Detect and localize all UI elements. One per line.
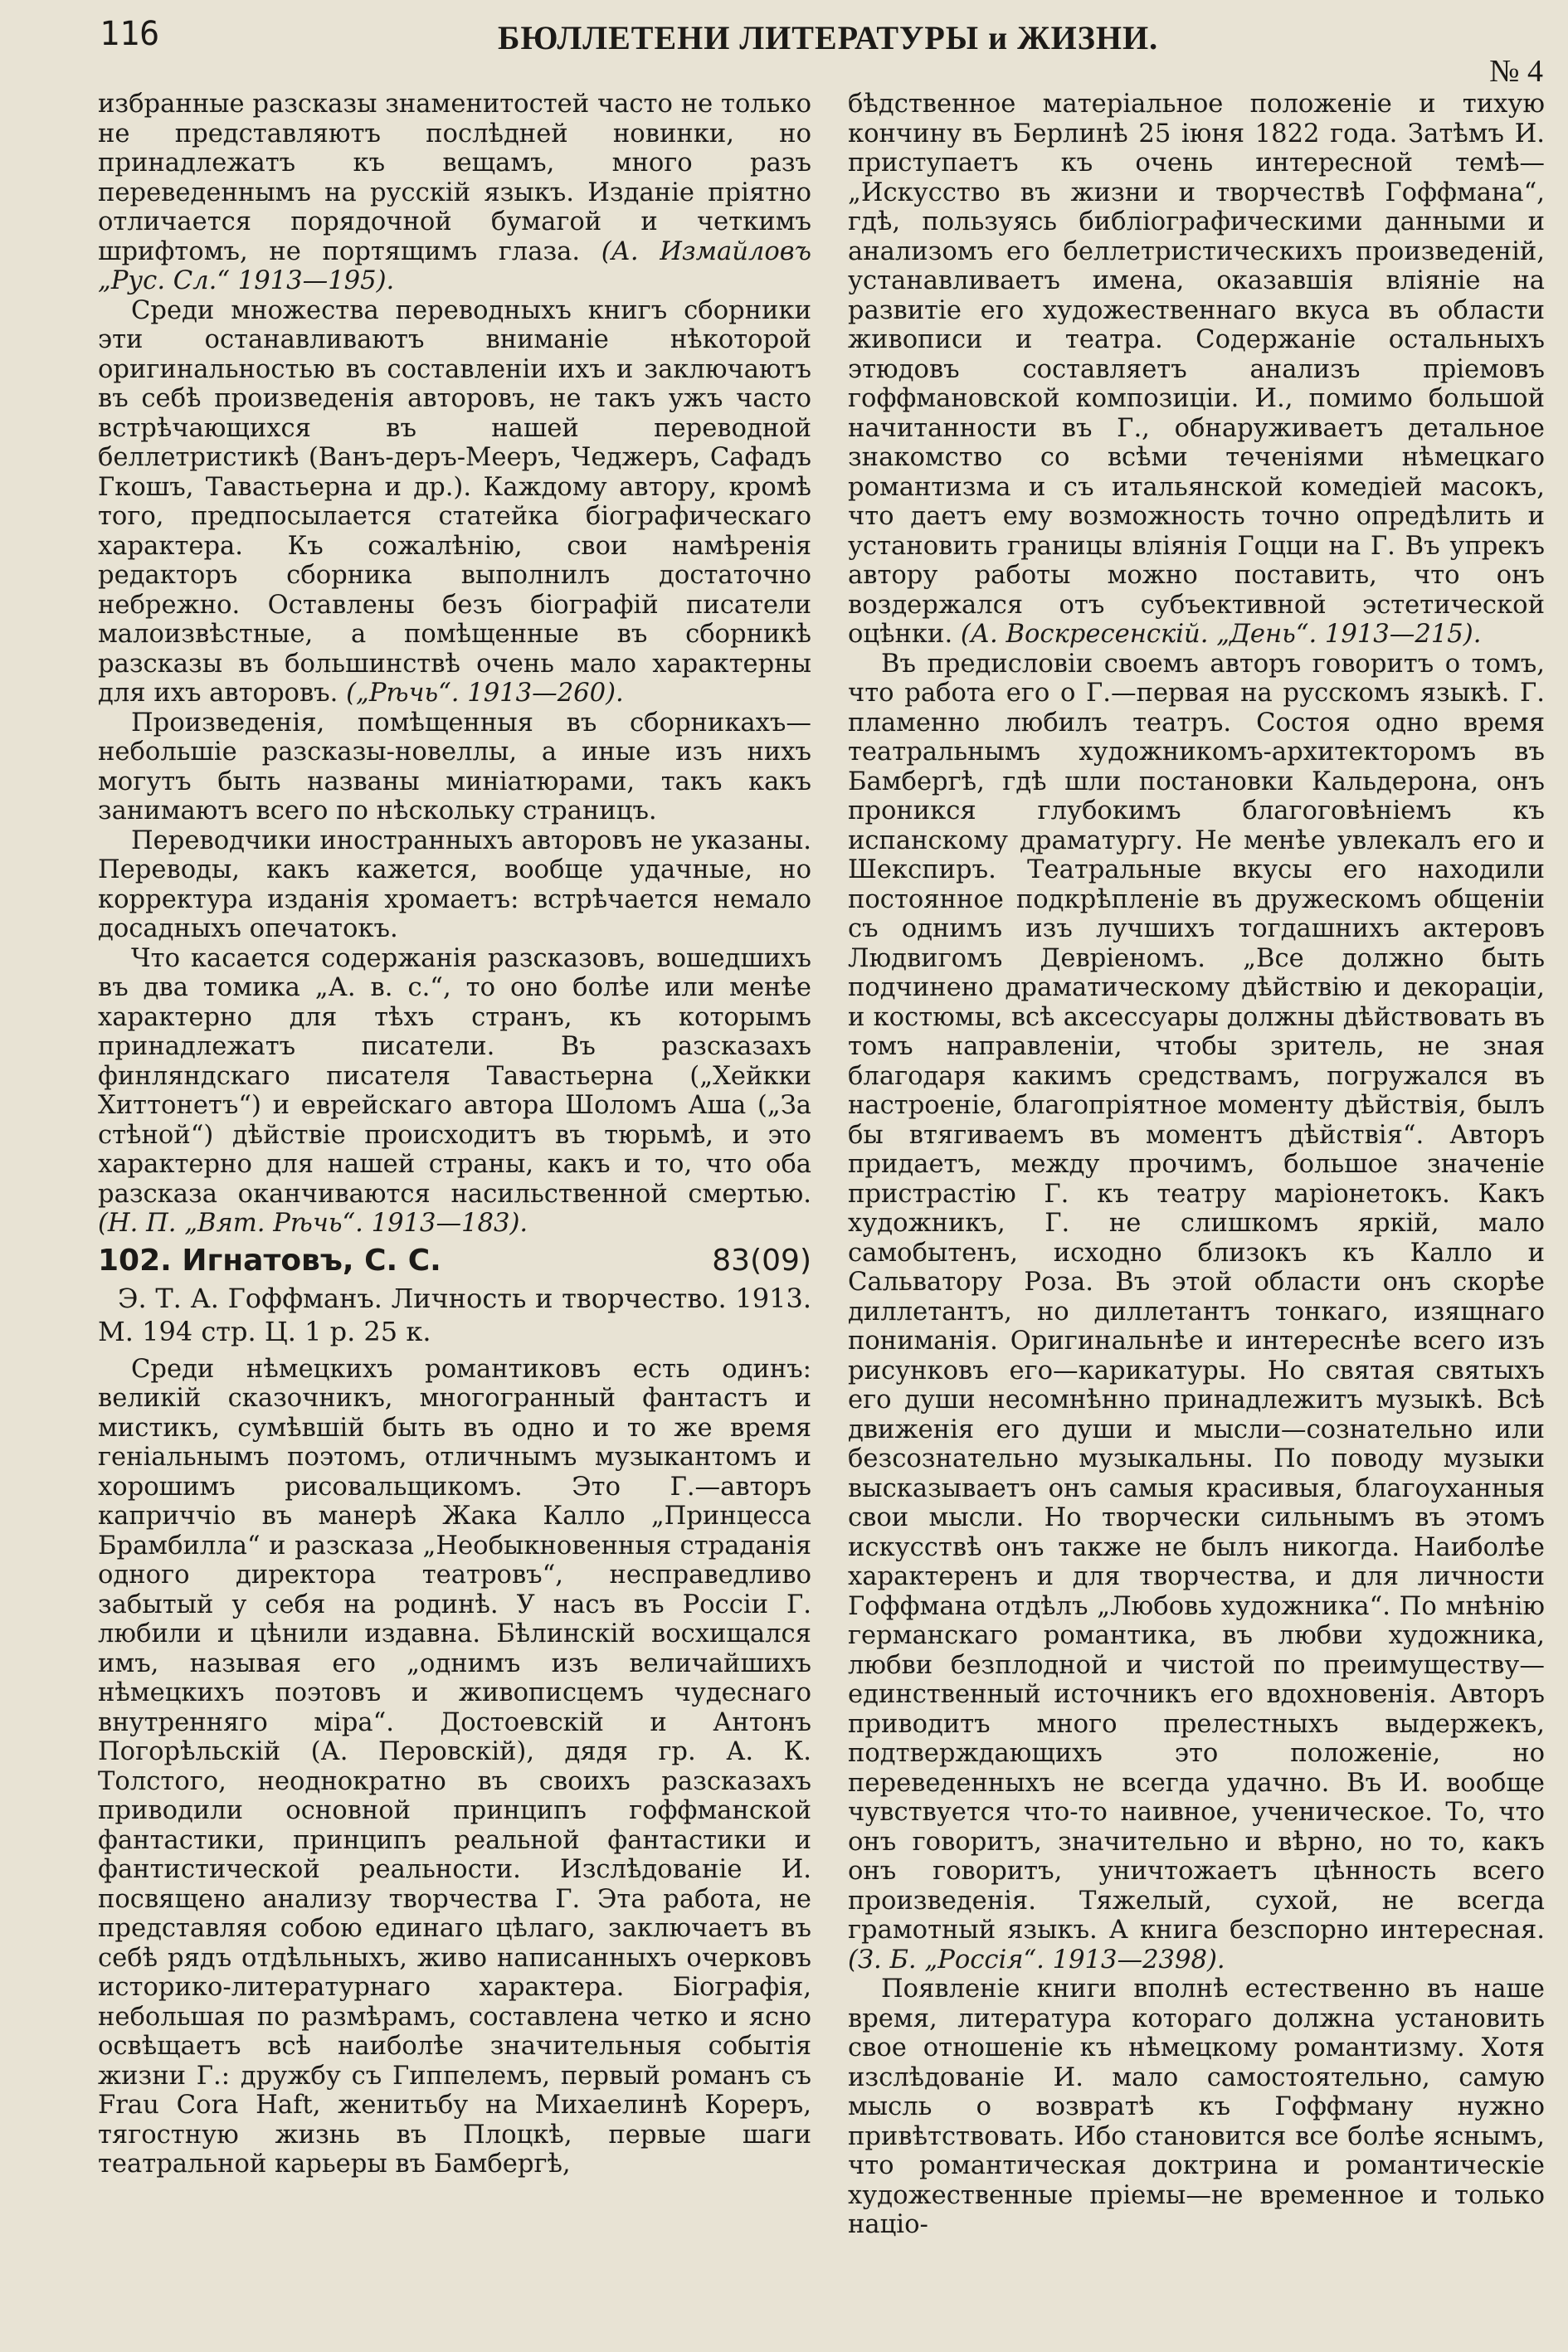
left-column — [98, 90, 811, 2179]
paragraph-text: Въ предисловіи своемъ авторъ говоритъ о томъ, что работа его о Г.—первая на русскомъ языкѣ. Г. пламенно любилъ театръ. Состоя одно время театральнымъ художникомъ-архитекторомъ въ Бамбергѣ, гдѣ шли постановки Кальдерона, онъ проникся глубокимъ благоговѣніемъ къ испанскому драматургу. Не менѣе увлекалъ его и Шекспиръ. Театральные вкусы его находили постоянное подкрѣпленіе въ дружескомъ общеніи съ однимъ изъ лучшихъ тогдашнихъ актеровъ Людвигомъ Девріеномъ. „Все должно быть подчинено драматическому дѣйствію и декораціи, и костюмы, всѣ аксессуары должны дѣйствовать въ томъ направленіи, чтобы зритель, не зная благодаря какимъ средствамъ, погружался въ настроеніе, благопріятное моменту дѣйствія, былъ бы втягиваемъ въ моментъ дѣйствія“. Авторъ придаетъ, между прочимъ, большое значеніе пристрастію Г. къ театру маріонетокъ. Какъ художникъ, Г. не слишкомъ яркій, мало самобытенъ, исходно близокъ къ Калло и Сальватору Роза. Въ этой области онъ скорѣе диллетантъ, но диллетантъ тонкаго, изящнаго пониманія. Оригинальнѣе и интереснѣе всего изъ рисунковъ его—карикатуры. Но святая святыхъ его души несомнѣнно принадлежитъ музыкѣ. Всѣ движенія его души и мысли—сознательно или безсознательно музыкальны. По поводу музыки высказываетъ онъ самыя красивыя, благоуханныя свои мысли. Но творчески сильнымъ въ этомъ искусствѣ онъ также не былъ никогда. Наиболѣе характеренъ и для творчества, и для личности Гоффмана отдѣлъ „Любовь художника“. По мнѣнію германскаго романтика, въ любви художника, любви безплодной и чистой по преимуществу—единственный источникъ его вдохновенія. Авторъ приводитъ много прелестныхъ выдержекъ, подтверждающихъ это положеніе, но переведенныхъ не всегда удачно. Въ И. вообще чувствуется что-то наивное, ученическое. То, что онъ говоритъ, значительно и вѣрно, но то, какъ онъ говоритъ, уничтожаетъ цѣнность всего произведенія. Тяжелый, сухой, не всегда грамотный языкъ. А книга безспорно интересная. — [848, 649, 1545, 1945]
citation: („Рѣчь“. 1913—260). — [346, 679, 624, 708]
paragraph-text: избранные разсказы знаменитостей часто не только не представляютъ послѣдней новинки, но принадлежатъ къ вещамъ, много разъ переведеннымъ на русскій языкъ. Изданіе пріятно отличается порядочной бумагой и четкимъ шрифтомъ, не портящимъ глаза. — [98, 90, 811, 266]
page-number: 116 — [100, 15, 160, 53]
paragraph: Произведенія, помѣщенныя въ сборникахъ—небольшіе разсказы-новеллы, а иные изъ нихъ могутъ быть названы миніатюрами, такъ какъ занимаютъ всего по нѣскольку страницъ. — [98, 708, 811, 825]
paragraph — [98, 296, 811, 709]
paragraph — [98, 944, 811, 1239]
paragraph: Среди нѣмецкихъ романтиковъ есть одинъ: великій сказочникъ, многогранный фантастъ и мистикъ, сумѣвшій быть въ одно и то же время геніальнымъ поэтомъ, отличнымъ музыкантомъ и хорошимъ рисовальщикомъ. Это Г.—авторъ каприччіо въ манерѣ Жака Калло „Принцесса Брамбилла“ и разсказа „Необыкновенныя страданія одного директора театровъ“, несправедливо забытый у себя на родинѣ. У насъ въ Россіи Г. любили и цѣнили издавна. Бѣлинскій восхищался имъ, называя его „однимъ изъ величайшихъ нѣмецкихъ поэтовъ и живописцемъ чудеснаго внутренняго міра“. Достоевскій и Антонъ Погорѣльскій (А. Перовскій), дядя гр. А. К. Толстого, неоднократно въ своихъ разсказахъ приводили основной принципъ гоффманской фантастики, принципъ реальной фантастики и фантистической реальности. Изслѣдованіе И. посвящено анализу творчества Г. Эта работа, не представляя собою единаго цѣлаго, заключаетъ въ себѣ рядъ отдѣльныхъ, живо написанныхъ очерковъ историко-литературнаго характера. Біографія, небольшая по размѣрамъ, составлена четко и ясно освѣщаетъ всѣ наиболѣе значительныя событія жизни Г.: дружбу съ Гиппелемъ, первый романъ съ Frau Cora Haft, женитьбу на Михаелинѣ Кореръ, тягостную жизнь въ Плоцкѣ, первые шаги театральной карьеры въ Бамбергѣ, — [98, 1354, 811, 2179]
paragraph — [848, 650, 1545, 1975]
running-title: БЮЛЛЕТЕНИ ЛИТЕРАТУРЫ и ЖИЗНИ. — [498, 19, 1159, 56]
paragraph: Переводчики иностранныхъ авторовъ не указаны. Переводы, какъ кажется, вообще удачные, но корректура изданія хромаетъ: встрѣчается немало досадныхъ опечатокъ. — [98, 825, 811, 943]
citation: (Н. П. „Вят. Рѣчь“. 1913—183). — [98, 1209, 528, 1238]
paragraph: Появленіе книги вполнѣ естественно въ наше время, литература котораго должна установить свое отношеніе къ нѣмецкому романтизму. Хотя изслѣдованіе И. мало самостоятельно, самую мысль о возвратѣ къ Гоффману нужно привѣтствовать. Ибо становится все болѣе яснымъ, что романтическая доктрина и романтическіе художественные пріемы—не временное и только націо- — [848, 1975, 1545, 2239]
page-header — [0, 10, 1568, 89]
paragraph-text: Что касается содержанія разсказовъ, вошедшихъ въ два томика „А. в. с.“, то оно болѣе или менѣе характерно для тѣхъ странъ, къ которымъ принадлежатъ писатели. Въ разсказахъ финляндскаго писателя Тавастьерна („Хейкки Хиттонетъ“) и еврейскаго автора Шоломъ Аша („За стѣной“) дѣйствіе происходитъ въ тюрьмѣ, и это характерно для нашей страны, какъ и то, что оба разсказа оканчиваются насильственной смертью. — [98, 943, 811, 1209]
entry-classification-code: 83(09) — [712, 1243, 811, 1278]
entry-title: Э. Т. А. Гоффманъ. Личность и творчество. 1913. М. 194 стр. Ц. 1 р. 25 к. — [98, 1282, 811, 1347]
paragraph-text: Среди множества переводныхъ книгъ сборники эти останавливаютъ вниманіе нѣкоторой оригинальностью въ составленіи ихъ и заключаютъ въ себѣ произведенія авторовъ, не такъ ужъ часто встрѣчающихся въ нашей переводной беллетристикѣ (Ванъ-деръ-Мееръ, Чеджеръ, Сафадъ Гкошъ, Тавастьерна и др.). Каждому автору, кромѣ того, предпосылается статейка біографическаго характера. Къ сожалѣнію, свои намѣренія редакторъ сборника выполнилъ достаточно небрежно. Оставлены безъ біографій писатели малоизвѣстные, а помѣщенные въ сборникѣ разсказы въ большинствѣ очень мало характерны для ихъ авторовъ. — [98, 295, 811, 708]
paragraph-text: бѣдственное матеріальное положеніе и тихую кончину въ Берлинѣ 25 іюня 1822 года. Затѣмъ И. приступаетъ къ очень интересной темѣ—„Искусство въ жизни и творчествѣ Гоффмана“, гдѣ, пользуясь библіографическими данными и анализомъ его беллетристическихъ произведеній, устанавливаетъ имена, оказавшія вліяніе на развитіе его художественнаго вкуса въ области живописи и театра. Содержаніе остальныхъ этюдовъ составляетъ анализъ пріемовъ гоффмановской композиціи. И., помимо большой начитанности въ Г., обнаруживаетъ детальное знакомство со всѣми теченіями нѣмецкаго романтизма и съ итальянской комедіей масокъ, что даетъ ему возможность точно опредѣлить и установить границы вліянія Гоцци на Г. Въ упрекъ автору работы можно поставить, что онъ воздержался отъ субъективной эстетической оцѣнки. — [848, 90, 1545, 649]
citation: (А. Воскресенскій. „День“. 1913—215). — [960, 620, 1482, 649]
paragraph — [98, 90, 811, 296]
right-column — [848, 90, 1545, 2240]
citation: (А. Измайловъ „Рус. Сл.“ 1913—195). — [98, 236, 811, 295]
paragraph — [848, 90, 1545, 650]
entry-heading — [98, 1244, 811, 1278]
entry-author: 102. Игнатовъ, С. С. — [98, 1243, 441, 1278]
issue-number: № 4 — [1489, 54, 1543, 89]
citation: (З. Б. „Россія“. 1913—2398). — [848, 1945, 1225, 1975]
